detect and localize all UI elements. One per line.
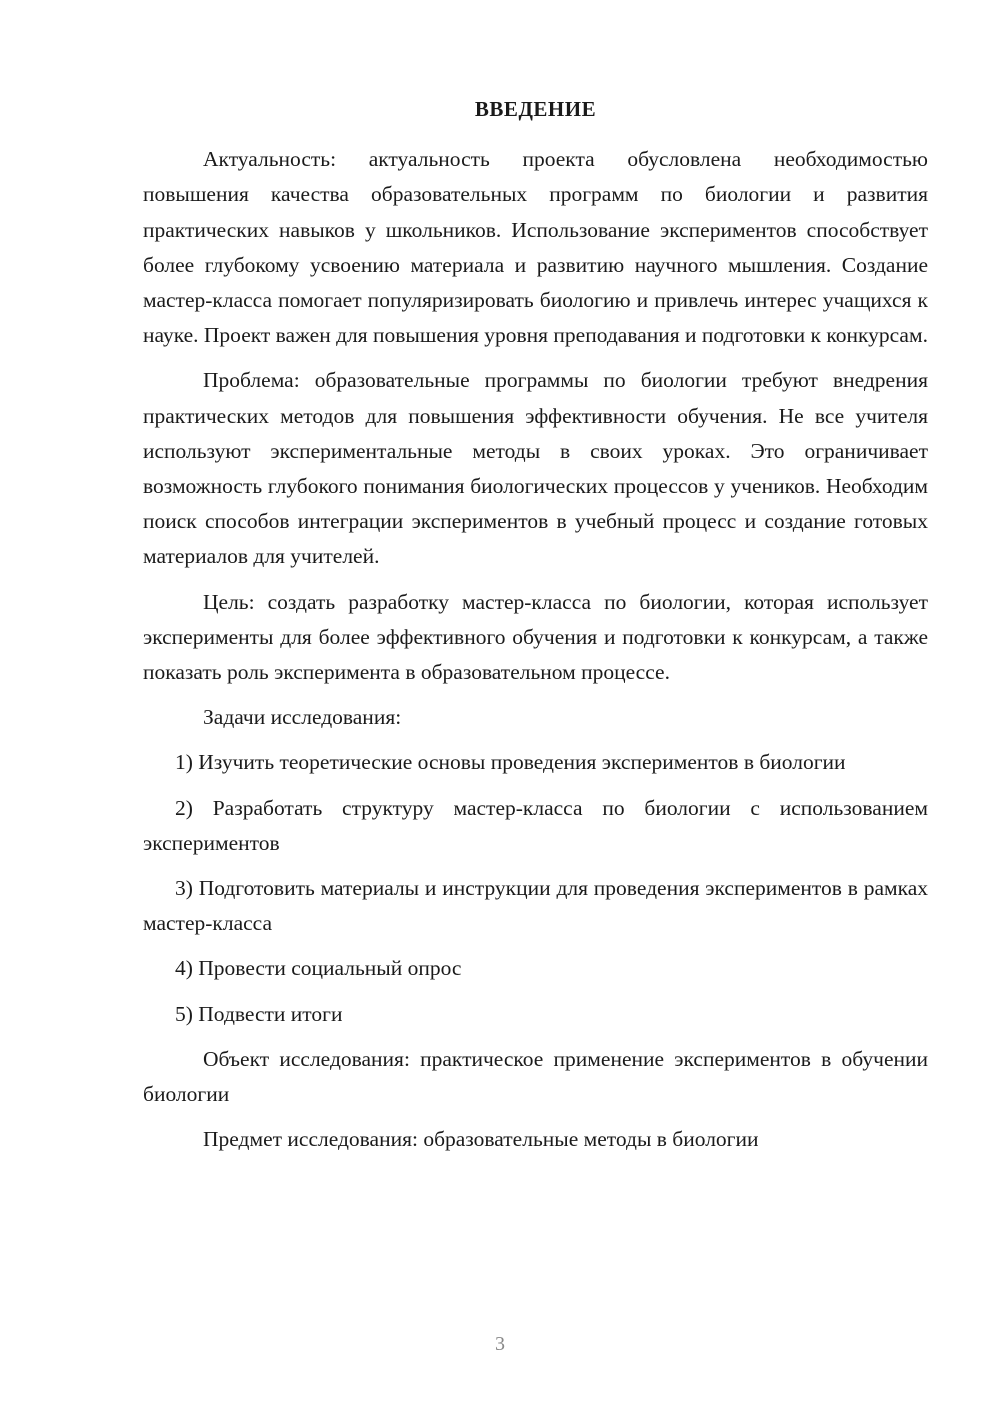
relevance-paragraph: Актуальность: актуальность проекта обусловлена необходимостью повышения качества образовательных программ по биологии и развития практических навыков у школьников. Использование экспериментов способствует более глубокому усвоению материала и развитию научного мышления. Создание мастер-класса помогает популяризировать биологию и привлечь интерес учащихся к науке. Проект важен для повышения уровня преподавания и подготовки к конкурсам. [143, 147, 928, 348]
page-number: 3 [495, 1333, 505, 1355]
document-page [143, 92, 928, 1167]
goal-paragraph: Цель: создать разработку мастер-класса по биологии, которая использует эксперименты для более эффективного обучения и подготовки к конкурсам, а также показать роль эксперимента в образовательном процессе. [143, 589, 928, 685]
task-item-1: 1) Изучить теоретические основы проведения экспериментов в биологии [175, 750, 846, 775]
tasks-heading: Задачи исследования: [203, 705, 402, 730]
research-object-paragraph: Объект исследования: практическое применение экспериментов в обучении биологии [143, 1046, 928, 1107]
task-item-5: 5) Подвести итоги [175, 1001, 343, 1026]
task-item-3: 3) Подготовить материалы и инструкции для проведения экспериментов в рамках мастер-класса [143, 876, 928, 936]
problem-paragraph: Проблема: образовательные программы по биологии требуют внедрения практических методов для повышения эффективности обучения. Не все учителя используют экспериментальные методы в своих уроках. Это ограничивает возможность глубокого понимания биологических процессов у учеников. Необходим поиск способов интеграции экспериментов в учебный процесс и создание готовых материалов для учителей. [143, 368, 928, 569]
section-title: ВВЕДЕНИЕ [474, 97, 597, 121]
task-item-4: 4) Провести социальный опрос [175, 956, 462, 981]
task-item-2: 2) Разработать структуру мастер-класса по биологии с использованием экспериментов [143, 795, 928, 855]
research-subject-paragraph: Предмет исследования: образовательные методы в биологии [203, 1127, 759, 1152]
